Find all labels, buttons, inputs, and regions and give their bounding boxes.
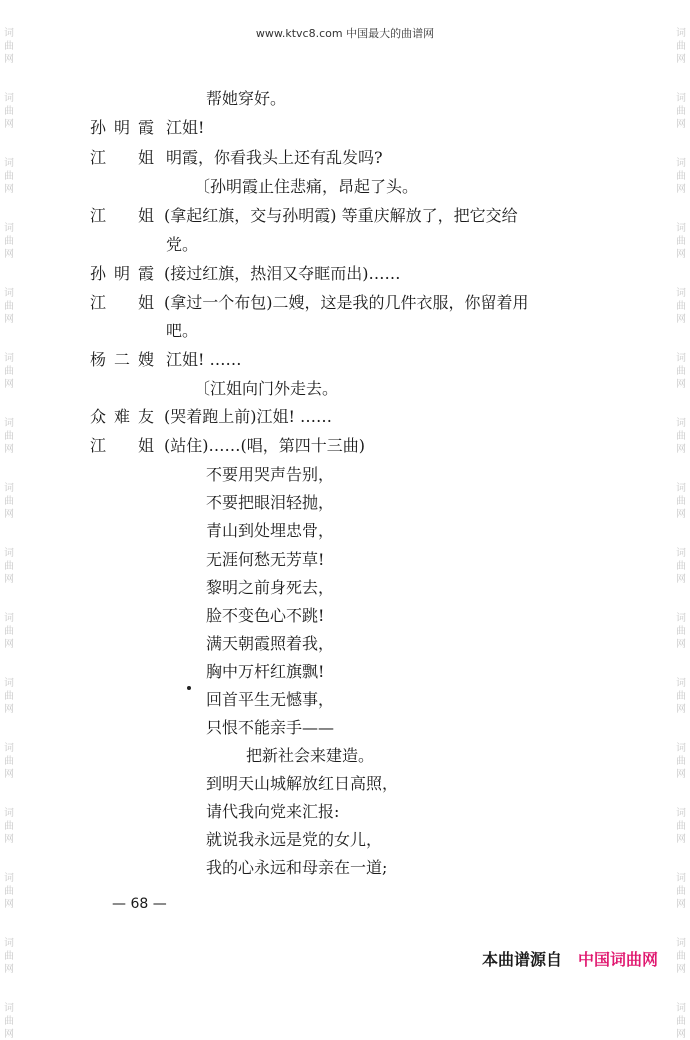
watermark-glyph: 网: [4, 964, 14, 975]
ink-speck: [187, 686, 191, 690]
watermark-glyph: 曲: [4, 626, 14, 637]
watermark-glyph: 曲: [676, 431, 686, 442]
watermark-glyph: 网: [4, 769, 14, 780]
watermark-glyph: 词: [676, 873, 686, 884]
watermark-glyph: 网: [4, 704, 14, 715]
watermark-glyph: 曲: [676, 821, 686, 832]
watermark-glyph: 网: [676, 964, 686, 975]
watermark-glyph: 曲: [4, 951, 14, 962]
watermark-glyph: 曲: [676, 171, 686, 182]
watermark-glyph: 曲: [4, 496, 14, 507]
watermark-glyph: 网: [4, 314, 14, 325]
watermark-glyph: 网: [676, 184, 686, 195]
watermark-glyph: 曲: [4, 301, 14, 312]
speaker-name: 江 姐: [90, 206, 154, 225]
watermark-glyph: 网: [4, 379, 14, 390]
watermark-glyph: 网: [4, 1029, 14, 1040]
page-number: — 68 —: [112, 896, 167, 912]
speaker-name: 江 姐: [90, 293, 154, 312]
watermark-glyph: 网: [676, 119, 686, 130]
watermark-glyph: 词: [4, 1003, 14, 1014]
watermark-glyph: 网: [676, 314, 686, 325]
watermark-glyph: 词: [676, 288, 686, 299]
line-text: (拿起红旗，交与孙明霞) 等重庆解放了，把它交给: [164, 206, 518, 225]
watermark-glyph: 网: [4, 54, 14, 65]
watermark-glyph: 曲: [676, 236, 686, 247]
speaker-name: 众难友: [90, 407, 154, 426]
line-text: 只恨不能亲手——: [206, 718, 335, 737]
line-text: 不要用哭声告别，: [206, 465, 335, 484]
line-text: 我的心永远和母亲在一道;: [206, 858, 388, 877]
watermark-glyph: 词: [676, 1003, 686, 1014]
watermark-glyph: 曲: [4, 106, 14, 117]
watermark-glyph: 网: [676, 574, 686, 585]
speaker-name: 孙明霞: [90, 118, 154, 137]
speaker-name: 孙明霞: [90, 264, 154, 283]
line-text: 吧。: [166, 321, 199, 340]
watermark-glyph: 曲: [676, 496, 686, 507]
line-text: (拿过一个布包)二嫂，这是我的几件衣服，你留着用: [164, 293, 529, 312]
watermark-glyph: 曲: [4, 431, 14, 442]
line-text: 胸中万杆红旗飘!: [206, 662, 325, 681]
watermark-glyph: 词: [676, 743, 686, 754]
line-text: 满天朝霞照着我，: [206, 634, 335, 653]
watermark-glyph: 曲: [4, 561, 14, 572]
watermark-glyph: 词: [676, 613, 686, 624]
watermark-glyph: 网: [676, 54, 686, 65]
speaker-name: 杨二嫂: [90, 350, 154, 369]
watermark-glyph: 网: [676, 899, 686, 910]
watermark-glyph: 词: [4, 28, 14, 39]
watermark-glyph: 词: [4, 613, 14, 624]
watermark-glyph: 词: [4, 678, 14, 689]
watermark-glyph: 网: [4, 899, 14, 910]
watermark-glyph: 网: [4, 119, 14, 130]
site-header: www.ktvc8.com 中国最大的曲谱网: [255, 27, 435, 40]
brand-link[interactable]: 中国词曲网: [577, 950, 658, 969]
watermark-glyph: 词: [676, 678, 686, 689]
watermark-glyph: 曲: [4, 236, 14, 247]
watermark-glyph: 词: [4, 548, 14, 559]
watermark-glyph: 词: [4, 93, 14, 104]
line-text: (接过红旗，热泪又夺眶而出)……: [164, 264, 401, 283]
watermark-glyph: 词: [676, 548, 686, 559]
watermark-glyph: 网: [4, 184, 14, 195]
line-text: 把新社会来建造。: [246, 746, 375, 765]
watermark-glyph: 词: [4, 223, 14, 234]
speaker-name: 江 姐: [90, 148, 154, 167]
line-text: 到明天山城解放红日高照，: [206, 774, 399, 793]
left-watermark-strip: [2, 0, 16, 1040]
watermark-glyph: 词: [676, 938, 686, 949]
line-text: 江姐! ……: [166, 350, 242, 369]
watermark-glyph: 词: [4, 483, 14, 494]
line-text: 帮她穿好。: [206, 89, 287, 108]
watermark-glyph: 网: [676, 1029, 686, 1040]
watermark-glyph: 网: [676, 509, 686, 520]
source-label: 本曲谱源自: [481, 950, 562, 969]
watermark-glyph: 词: [676, 483, 686, 494]
watermark-glyph: 词: [676, 223, 686, 234]
watermark-glyph: 词: [676, 353, 686, 364]
watermark-glyph: 网: [4, 444, 14, 455]
watermark-glyph: 词: [676, 93, 686, 104]
watermark-glyph: 网: [4, 574, 14, 585]
watermark-glyph: 曲: [4, 1016, 14, 1027]
line-text: 〔孙明霞止住悲痛，昂起了头。: [194, 177, 419, 196]
watermark-glyph: 曲: [4, 366, 14, 377]
watermark-glyph: 网: [4, 834, 14, 845]
watermark-glyph: 网: [676, 769, 686, 780]
watermark-glyph: 词: [4, 938, 14, 949]
watermark-glyph: 词: [4, 418, 14, 429]
line-text: 明霞，你看我头上还有乱发吗?: [166, 148, 383, 167]
watermark-glyph: 网: [676, 704, 686, 715]
watermark-glyph: 曲: [676, 951, 686, 962]
watermark-glyph: 曲: [676, 561, 686, 572]
watermark-glyph: 词: [4, 743, 14, 754]
watermark-glyph: 曲: [676, 691, 686, 702]
watermark-glyph: 曲: [676, 756, 686, 767]
watermark-glyph: 词: [676, 808, 686, 819]
watermark-glyph: 词: [4, 288, 14, 299]
watermark-glyph: 网: [4, 249, 14, 260]
watermark-glyph: 词: [4, 353, 14, 364]
watermark-glyph: 词: [676, 418, 686, 429]
line-text: 就说我永远是党的女儿，: [206, 830, 383, 849]
watermark-glyph: 曲: [676, 626, 686, 637]
watermark-glyph: 曲: [676, 106, 686, 117]
watermark-glyph: 词: [4, 158, 14, 169]
line-text: (哭着跑上前)江姐! ……: [164, 407, 333, 426]
line-text: 回首平生无憾事，: [206, 690, 335, 709]
watermark-glyph: 曲: [676, 41, 686, 52]
watermark-glyph: 曲: [676, 366, 686, 377]
line-text: 青山到处埋忠骨，: [206, 521, 335, 540]
line-text: 请代我向党来汇报:: [206, 802, 340, 821]
watermark-glyph: 曲: [4, 41, 14, 52]
watermark-glyph: 网: [4, 639, 14, 650]
line-text: 无涯何愁无芳草!: [206, 550, 325, 569]
watermark-glyph: 网: [676, 639, 686, 650]
watermark-glyph: 网: [676, 444, 686, 455]
line-text: (站住)……(唱，第四十三曲): [164, 436, 365, 455]
watermark-glyph: 曲: [676, 886, 686, 897]
source-credit: [482, 947, 658, 970]
speaker-name: 江 姐: [90, 436, 154, 455]
line-text: 脸不变色心不跳!: [206, 606, 325, 625]
watermark-glyph: 网: [4, 509, 14, 520]
watermark-glyph: 曲: [4, 886, 14, 897]
line-text: 黎明之前身死去，: [206, 578, 335, 597]
line-text: 〔江姐向门外走去。: [194, 379, 339, 398]
watermark-glyph: 词: [4, 873, 14, 884]
watermark-glyph: 词: [4, 808, 14, 819]
watermark-glyph: 曲: [4, 756, 14, 767]
watermark-glyph: 网: [676, 834, 686, 845]
watermark-glyph: 网: [676, 249, 686, 260]
watermark-glyph: 曲: [4, 171, 14, 182]
right-watermark-strip: [674, 0, 688, 1040]
watermark-glyph: 曲: [676, 301, 686, 312]
line-text: 不要把眼泪轻抛，: [206, 493, 335, 512]
line-text: 党。: [166, 235, 199, 254]
watermark-glyph: 词: [676, 158, 686, 169]
watermark-glyph: 网: [676, 379, 686, 390]
watermark-glyph: 词: [676, 28, 686, 39]
watermark-glyph: 曲: [4, 821, 14, 832]
line-text: 江姐!: [166, 118, 205, 137]
watermark-glyph: 曲: [676, 1016, 686, 1027]
watermark-glyph: 曲: [4, 691, 14, 702]
